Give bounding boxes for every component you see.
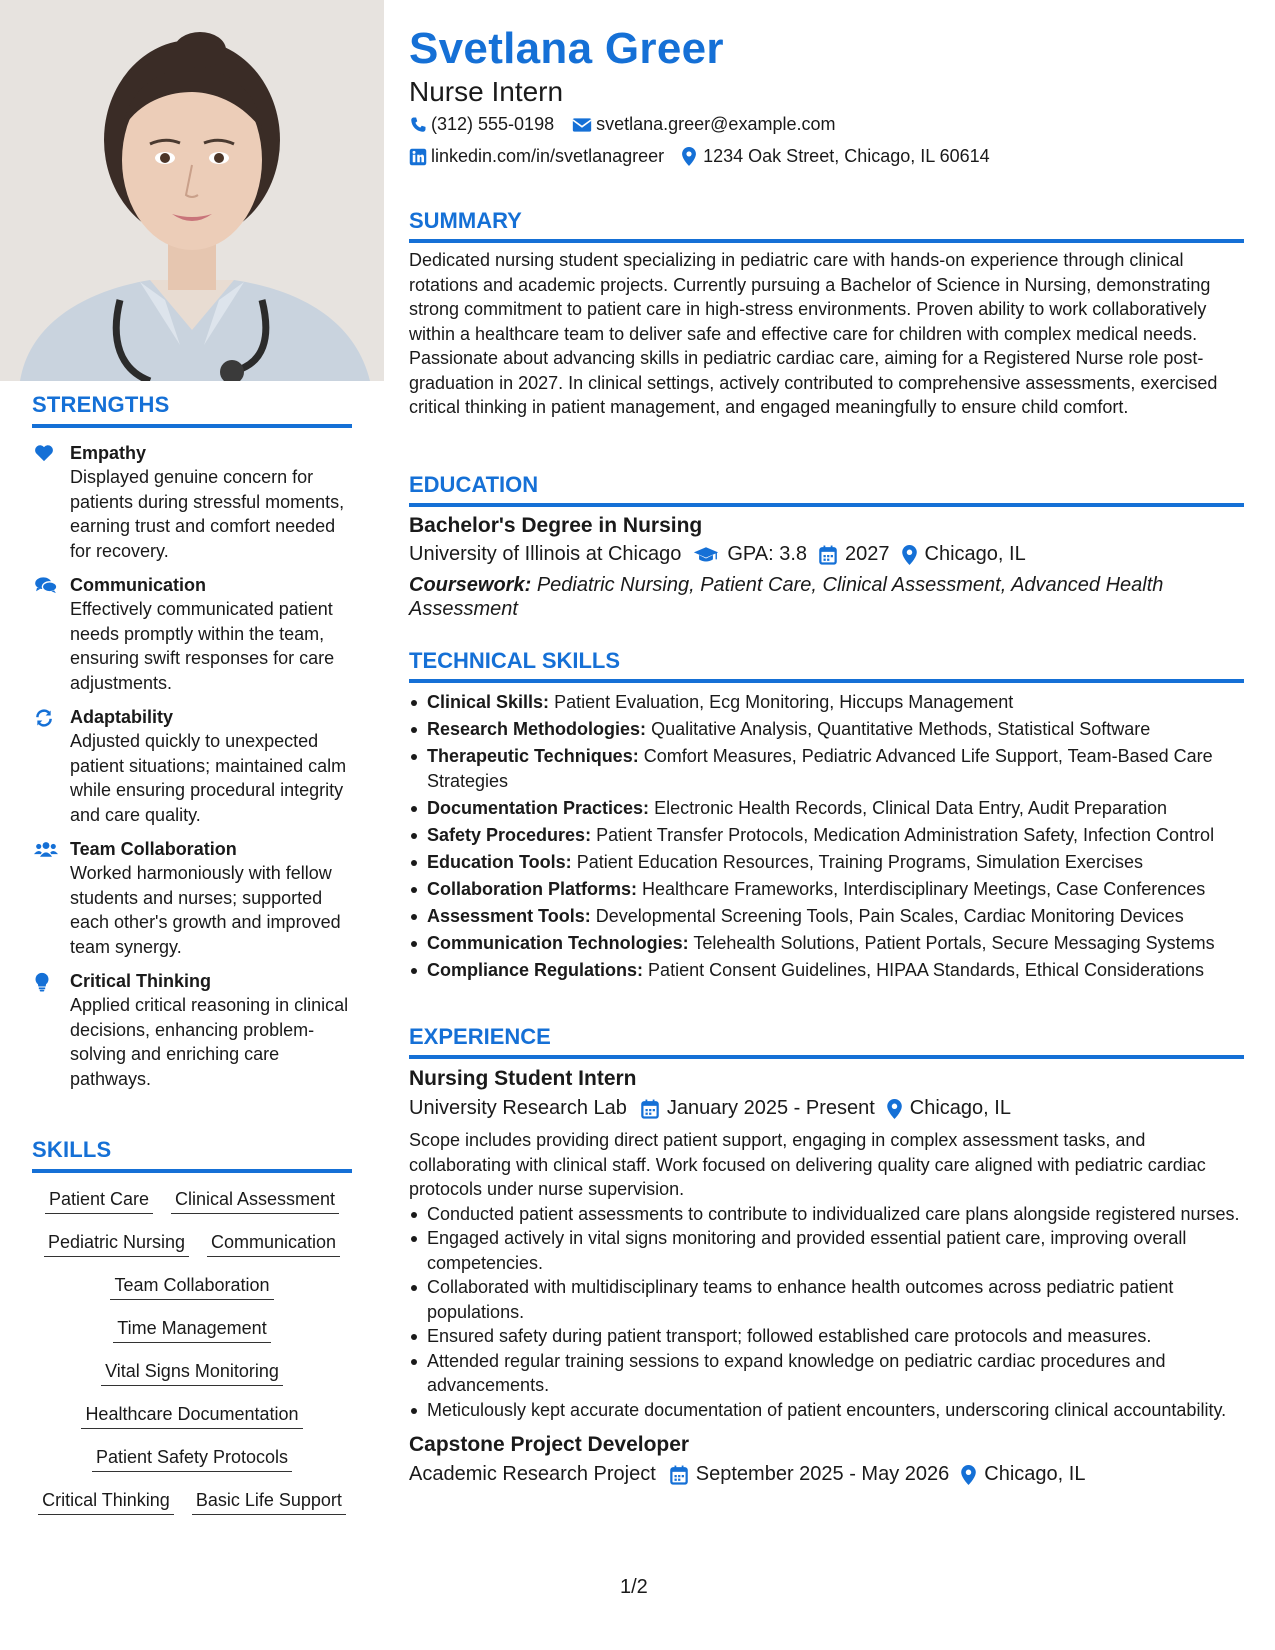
technical-skill-text: Developmental Screening Tools, Pain Scales, Cardiac Monitoring Devices xyxy=(595,905,1184,926)
technical-skill-item xyxy=(409,717,1244,742)
technical-skills-heading: TECHNICAL SKILLS xyxy=(409,648,1244,683)
skills-heading: SKILLS xyxy=(32,1137,352,1173)
phone-icon xyxy=(409,116,427,134)
coursework-label: Coursework: xyxy=(409,574,532,596)
technical-skill-item xyxy=(409,931,1244,956)
gpa xyxy=(693,543,807,566)
technical-skill-label: Education Tools: xyxy=(427,851,572,872)
job-location xyxy=(961,1463,1085,1486)
sidebar xyxy=(0,0,384,1650)
strengths-section xyxy=(32,392,352,1091)
comments-icon xyxy=(32,574,70,695)
skill-row xyxy=(32,1489,352,1515)
job-dates xyxy=(641,1097,875,1120)
contact-line-2 xyxy=(409,146,1008,167)
strength-item xyxy=(32,706,352,827)
technical-skill-item xyxy=(409,904,1244,929)
location-text: Chicago, IL xyxy=(924,543,1026,565)
skill-row xyxy=(32,1188,352,1214)
technical-skill-text: Healthcare Frameworks, Interdisciplinary Meetings, Case Conferences xyxy=(642,878,1206,899)
job-bullet: Conducted patient assessments to contribute to individualized care plans alongside registered nurses. xyxy=(409,1202,1244,1227)
technical-skill-label: Collaboration Platforms: xyxy=(427,878,638,899)
linkedin-text: linkedin.com/in/svetlanagreer xyxy=(431,146,665,166)
envelope-icon xyxy=(572,117,592,133)
strength-desc: Displayed genuine concern for patients during stressful moments, earning trust and comfort needed for recovery. xyxy=(70,467,345,561)
map-marker-icon xyxy=(682,147,696,166)
technical-skill-text: Patient Evaluation, Ecg Monitoring, Hiccups Management xyxy=(554,692,1014,712)
skills-section xyxy=(32,1137,352,1515)
summary-heading: SUMMARY xyxy=(409,208,1244,243)
strength-desc: Adjusted quickly to unexpected patient situations; maintained calm while ensuring procedural integrity and care quality. xyxy=(70,731,347,825)
email-text: svetlana.greer@example.com xyxy=(596,114,836,134)
skill-tag: Communication xyxy=(207,1231,340,1257)
education-meta xyxy=(409,543,1244,566)
skills-list xyxy=(32,1188,352,1515)
strength-title: Empathy xyxy=(70,443,147,463)
linkedin-contact[interactable] xyxy=(409,146,664,167)
dates-text: January 2025 - Present xyxy=(666,1097,875,1119)
technical-skill-item xyxy=(409,744,1244,793)
profile-photo-illustration xyxy=(0,0,384,381)
technical-skill-text: Comfort Measures, Pediatric Advanced Life Support, Team-Based Care Strategies xyxy=(427,746,1213,791)
technical-skills-list xyxy=(409,690,1244,982)
technical-skill-item xyxy=(409,850,1244,875)
job-title: Nursing Student Intern xyxy=(409,1067,637,1090)
strength-title: Adaptability xyxy=(70,707,174,727)
technical-skill-item xyxy=(409,823,1244,848)
calendar-icon xyxy=(641,1099,659,1119)
map-marker-icon xyxy=(887,1099,902,1119)
heart-icon xyxy=(32,442,70,563)
technical-skill-item xyxy=(409,877,1244,902)
skill-tag: Critical Thinking xyxy=(38,1489,174,1515)
summary-text: Dedicated nursing student specializing in pediatric care with hands-on experience through clinical rotations and academic projects. Currently pursuing a Bachelor of Science in Nursing, demonstrating strong commitment to patient care in high-stress environments. Proven ability to work collaboratively within a healthcare team to deliver safe and effective care for children with complex medical needs. Passionate about advancing skills in pediatric cardiac care, aiming for a Registered Nurse role post-graduation in 2027. In clinical settings, actively contributed to comprehensive assessments, exercised critical thinking in patient management, and engaged meaningfully to ensure child comfort. xyxy=(409,250,1218,417)
technical-skill-text: Telehealth Solutions, Patient Portals, Secure Messaging Systems xyxy=(693,932,1215,953)
technical-skill-text: Patient Transfer Protocols, Medication Administration Safety, Infection Control xyxy=(596,824,1215,845)
strength-desc: Worked harmoniously with fellow students and nurses; supported each other's growth and improved team synergy. xyxy=(70,863,341,957)
graduation-year xyxy=(819,543,890,566)
graduation-cap-icon xyxy=(693,546,719,564)
job-meta xyxy=(409,1463,1244,1486)
skill-row xyxy=(32,1231,352,1257)
summary-section xyxy=(409,208,1244,420)
skill-tag: Patient Safety Protocols xyxy=(92,1446,292,1472)
location-text: Chicago, IL xyxy=(909,1097,1011,1119)
technical-skill-label: Communication Technologies: xyxy=(427,932,689,953)
job-dates xyxy=(670,1463,950,1486)
degree-title: Bachelor's Degree in Nursing xyxy=(409,514,703,537)
job-org: University Research Lab xyxy=(409,1097,627,1119)
skill-row xyxy=(32,1446,352,1472)
strengths-heading: STRENGTHS xyxy=(32,392,352,428)
technical-skill-text: Patient Consent Guidelines, HIPAA Standards, Ethical Considerations xyxy=(648,959,1205,980)
strength-item xyxy=(32,970,352,1091)
calendar-icon xyxy=(819,545,837,565)
profile-photo xyxy=(0,0,384,381)
technical-skill-label: Assessment Tools: xyxy=(427,905,591,926)
skill-row xyxy=(32,1274,352,1300)
education-heading: EDUCATION xyxy=(409,472,1244,507)
experience-section xyxy=(409,1024,1244,1486)
skill-tag: Vital Signs Monitoring xyxy=(101,1360,283,1386)
job-location xyxy=(887,1097,1011,1120)
job-bullets xyxy=(409,1202,1244,1423)
strength-title: Team Collaboration xyxy=(70,839,237,859)
technical-skill-label: Research Methodologies: xyxy=(427,719,647,739)
users-icon xyxy=(32,838,70,959)
skill-tag: Pediatric Nursing xyxy=(44,1231,189,1257)
strength-desc: Applied critical reasoning in clinical decisions, enhancing problem-solving and enriching care pathways. xyxy=(70,995,349,1089)
technical-skills-section xyxy=(409,648,1244,985)
job-bullet: Attended regular training sessions to expand knowledge on pediatric cardiac procedures and advancements. xyxy=(409,1349,1244,1398)
page-number: 1/2 xyxy=(620,1576,648,1598)
skill-tag: Basic Life Support xyxy=(192,1489,346,1515)
job-bullet: Collaborated with multidisciplinary teams to enhance health outcomes across pediatric patient populations. xyxy=(409,1275,1244,1324)
technical-skill-label: Safety Procedures: xyxy=(427,824,592,845)
technical-skill-label: Therapeutic Techniques: xyxy=(427,746,639,766)
job-title: Capstone Project Developer xyxy=(409,1433,690,1456)
strength-desc: Effectively communicated patient needs promptly within the team, ensuring swift responses for care adjustments. xyxy=(70,599,335,693)
job-bullet: Engaged actively in vital signs monitoring and provided essential patient care, improving overall competencies. xyxy=(409,1226,1244,1275)
skill-tag: Team Collaboration xyxy=(110,1274,273,1300)
skill-row xyxy=(32,1360,352,1386)
skill-tag: Clinical Assessment xyxy=(171,1188,339,1214)
school-name: University of Illinois at Chicago xyxy=(409,543,682,565)
skill-tag: Patient Care xyxy=(45,1188,153,1214)
technical-skill-item xyxy=(409,796,1244,821)
technical-skill-label: Documentation Practices: xyxy=(427,797,650,818)
calendar-icon xyxy=(670,1465,688,1485)
education-location xyxy=(902,543,1026,566)
job-title: Nurse Intern xyxy=(409,76,564,107)
phone-text: (312) 555-0198 xyxy=(431,114,555,134)
strength-item xyxy=(32,838,352,959)
strength-title: Critical Thinking xyxy=(70,971,212,991)
address-contact xyxy=(682,146,990,167)
refresh-icon xyxy=(32,706,70,827)
technical-skill-label: Clinical Skills: xyxy=(427,692,550,712)
email-contact[interactable] xyxy=(572,114,835,135)
year-text: 2027 xyxy=(845,543,890,565)
skill-row xyxy=(32,1403,352,1429)
experience-heading: EXPERIENCE xyxy=(409,1024,1244,1059)
dates-text: September 2025 - May 2026 xyxy=(695,1463,950,1485)
technical-skill-item xyxy=(409,958,1244,983)
map-marker-icon xyxy=(902,545,917,565)
job-meta xyxy=(409,1097,1244,1120)
technical-skill-item xyxy=(409,690,1244,715)
skill-tag: Time Management xyxy=(113,1317,270,1343)
linkedin-icon xyxy=(409,148,427,166)
job-org: Academic Research Project xyxy=(409,1463,656,1485)
technical-skill-label: Compliance Regulations: xyxy=(427,959,644,980)
coursework-text: Pediatric Nursing, Patient Care, Clinical Assessment, Advanced Health Assessment xyxy=(409,574,1164,620)
technical-skill-text: Patient Education Resources, Training Programs, Simulation Exercises xyxy=(576,851,1143,872)
skill-tag: Healthcare Documentation xyxy=(81,1403,302,1429)
gpa-text: GPA: 3.8 xyxy=(727,543,808,565)
candidate-name: Svetlana Greer xyxy=(409,24,724,73)
map-marker-icon xyxy=(961,1465,976,1485)
phone-contact[interactable] xyxy=(409,114,554,135)
coursework xyxy=(409,573,1244,621)
address-text: 1234 Oak Street, Chicago, IL 60614 xyxy=(703,146,990,166)
location-text: Chicago, IL xyxy=(984,1463,1086,1485)
strength-item xyxy=(32,574,352,695)
job-bullet: Meticulously kept accurate documentation of patient encounters, underscoring clinical accountability. xyxy=(409,1398,1244,1423)
technical-skill-text: Electronic Health Records, Clinical Data Entry, Audit Preparation xyxy=(654,797,1167,818)
education-section xyxy=(409,472,1244,621)
lightbulb-icon xyxy=(32,970,70,1091)
strength-item xyxy=(32,442,352,563)
contact-line-1 xyxy=(409,114,853,135)
job-scope: Scope includes providing direct patient support, engaging in complex assessment tasks, and collaborating with clinical staff. Work focused on delivering quality care aligned with pediatric cardiac protocols under nurse supervision. xyxy=(409,1130,1206,1199)
job-bullet: Ensured safety during patient transport; followed established care protocols and measures. xyxy=(409,1324,1244,1349)
technical-skill-text: Qualitative Analysis, Quantitative Methods, Statistical Software xyxy=(651,719,1151,739)
skill-row xyxy=(32,1317,352,1343)
strength-title: Communication xyxy=(70,575,207,595)
